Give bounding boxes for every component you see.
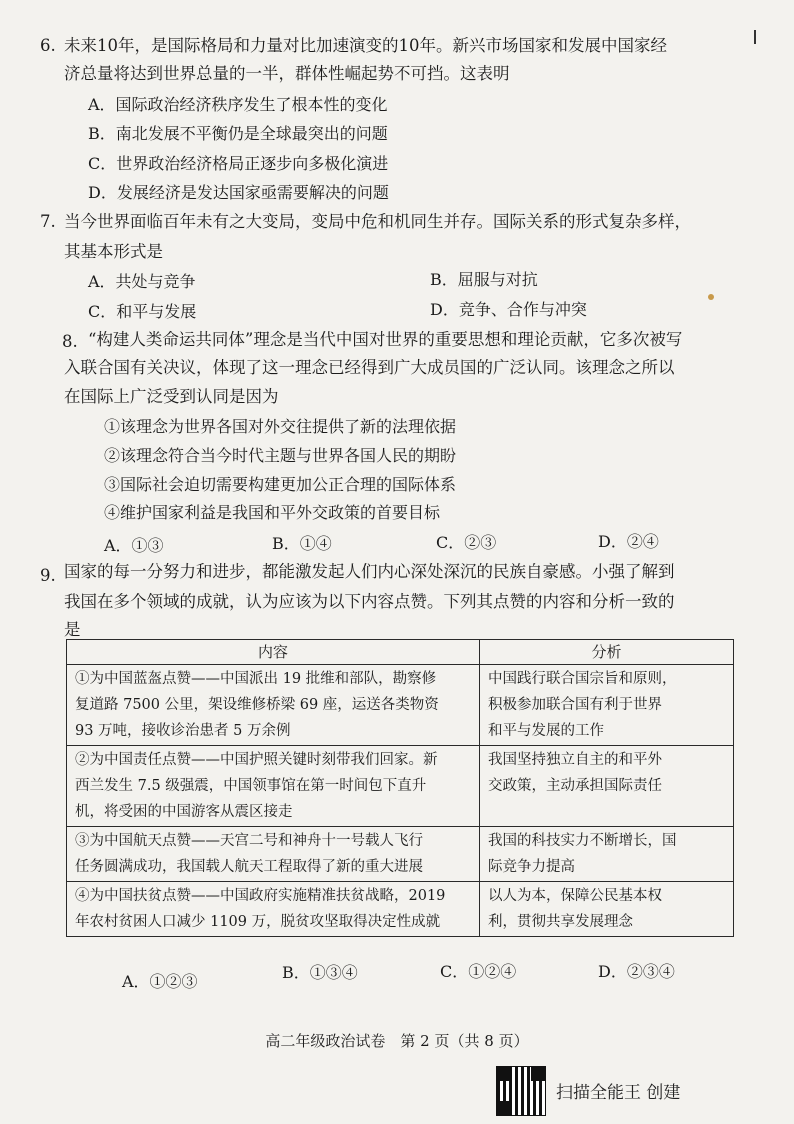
q8-option-d: D．②④ xyxy=(598,532,659,551)
q8-stem-line2: 入联合国有关决议，体现了这一理念已经得到广大成员国的广泛认同。该理念之所以 xyxy=(64,358,675,377)
stain-dot xyxy=(708,294,714,300)
row1-content-line: 93 万吨，接收诊治患者 5 万余例 xyxy=(75,723,291,739)
q6-number: 6. xyxy=(40,36,56,55)
q9-stem-line2: 我国在多个领域的成就，认为应该为以下内容点赞。下列其点赞的内容和分析一致的 xyxy=(64,592,675,611)
q7-option-d: D．竞争、合作与冲突 xyxy=(430,300,587,319)
row4-analysis-line: 利，贯彻共享发展理念 xyxy=(488,914,633,930)
row1-analysis-line: 和平与发展的工作 xyxy=(488,723,604,739)
row3-analysis-line: 际竞争力提高 xyxy=(488,859,575,875)
q8-option-b: B．①④ xyxy=(272,534,332,553)
q6-option-d: D．发展经济是发达国家亟需要解决的问题 xyxy=(88,183,389,202)
row2-content xyxy=(67,746,480,827)
q8-option-a: A．①③ xyxy=(104,536,164,555)
table-header-analysis: 分析 xyxy=(480,640,734,665)
table-header-content: 内容 xyxy=(67,640,480,665)
row4-analysis-line: 以人为本，保障公民基本权 xyxy=(488,888,662,904)
q7-stem-line2: 其基本形式是 xyxy=(64,242,163,261)
row2-analysis xyxy=(480,746,734,827)
q9-option-d: D．②③④ xyxy=(598,962,675,981)
row3-analysis xyxy=(480,827,734,882)
q6-stem-line1: 未来10年，是国际格局和力量对比加速演变的10年。新兴市场国家和发展中国家经 xyxy=(64,36,667,55)
q8-stem-line3: 在国际上广泛受到认同是因为 xyxy=(64,387,279,406)
row4-content-line: ④为中国扶贫点赞——中国政府实施精准扶贫战略，2019 xyxy=(75,888,446,904)
q8-stem-line1: “构建人类命运共同体”理念是当代中国对世界的重要思想和理论贡献，它多次被写 xyxy=(88,330,683,349)
row1-content xyxy=(67,665,480,746)
q9-option-c: C．①②④ xyxy=(440,962,517,981)
table-header-row xyxy=(67,640,734,665)
row3-content-line: ③为中国航天点赞——天宫二号和神舟十一号载人飞行 xyxy=(75,833,423,849)
row3-content xyxy=(67,827,480,882)
q9-option-b: B．①③④ xyxy=(282,963,358,982)
q7-option-b: B．屈服与对抗 xyxy=(430,270,538,289)
row3-analysis-line: 我国的科技实力不断增长，国 xyxy=(488,833,677,849)
table-row xyxy=(67,882,734,937)
q7-option-c: C．和平与发展 xyxy=(88,302,197,321)
table-row xyxy=(67,746,734,827)
q8-option-c: C．②③ xyxy=(436,533,497,552)
row4-content-line: 年农村贫困人口减少 1109 万，脱贫攻坚取得决定性成就 xyxy=(75,914,441,930)
q6-stem-line2: 济总量将达到世界总量的一半，群体性崛起势不可挡。这表明 xyxy=(64,64,510,83)
qr-code-icon xyxy=(496,1066,546,1116)
q6-option-a: A．国际政治经济秩序发生了根本性的变化 xyxy=(88,95,388,114)
edge-mark xyxy=(754,30,756,44)
q9-number: 9. xyxy=(40,566,56,585)
q9-option-a: A．①②③ xyxy=(122,972,198,991)
q8-number: 8. xyxy=(62,332,78,351)
q8-statement-4: ④维护国家利益是我国和平外交政策的首要目标 xyxy=(104,503,441,522)
q8-statement-1: ①该理念为世界各国对外交往提供了新的法理依据 xyxy=(104,417,457,436)
row1-content-line: ①为中国蓝盔点赞——中国派出 19 批维和部队，勘察修 xyxy=(75,671,437,687)
q7-number: 7. xyxy=(40,212,56,231)
q9-table xyxy=(66,639,734,937)
row1-content-line: 复道路 7500 公里，架设维修桥梁 69 座，运送各类物资 xyxy=(75,697,439,713)
row2-content-line: 西兰发生 7.5 级强震，中国领事馆在第一时间包下直升 xyxy=(75,778,427,794)
table-row xyxy=(67,665,734,746)
q6-option-c: C．世界政治经济格局正逐步向多极化演进 xyxy=(88,154,389,173)
q6-option-b: B．南北发展不平衡仍是全球最突出的问题 xyxy=(88,124,388,143)
row2-content-line: 机，将受困的中国游客从震区接走 xyxy=(75,804,293,820)
row4-content xyxy=(67,882,480,937)
row2-content-line: ②为中国责任点赞——中国护照关键时刻带我们回家。新 xyxy=(75,752,438,768)
scanner-watermark: 扫描全能王 创建 xyxy=(556,1083,681,1103)
row1-analysis xyxy=(480,665,734,746)
q9-stem-line3: 是 xyxy=(64,620,81,639)
q7-stem-line1: 当今世界面临百年未有之大变局，变局中危和机同生并存。国际关系的形式复杂多样， xyxy=(64,212,691,231)
q8-statement-2: ②该理念符合当今时代主题与世界各国人民的期盼 xyxy=(104,446,457,465)
row2-analysis-line: 我国坚持独立自主的和平外 xyxy=(488,752,662,768)
row1-analysis-line: 积极参加联合国有利于世界 xyxy=(488,697,662,713)
row4-analysis xyxy=(480,882,734,937)
row1-analysis-line: 中国践行联合国宗旨和原则， xyxy=(488,671,677,687)
table-row xyxy=(67,827,734,882)
row3-content-line: 任务圆满成功，我国载人航天工程取得了新的重大进展 xyxy=(75,859,423,875)
q8-statement-3: ③国际社会迫切需要构建更加公正合理的国际体系 xyxy=(104,475,457,494)
row2-analysis-line: 交政策，主动承担国际责任 xyxy=(488,778,662,794)
q7-option-a: A．共处与竞争 xyxy=(88,272,196,291)
q9-stem-line1: 国家的每一分努力和进步，都能激发起人们内心深处深沉的民族自豪感。小强了解到 xyxy=(64,562,675,581)
page-footer: 高二年级政治试卷 第 2 页（共 8 页） xyxy=(265,1032,529,1050)
